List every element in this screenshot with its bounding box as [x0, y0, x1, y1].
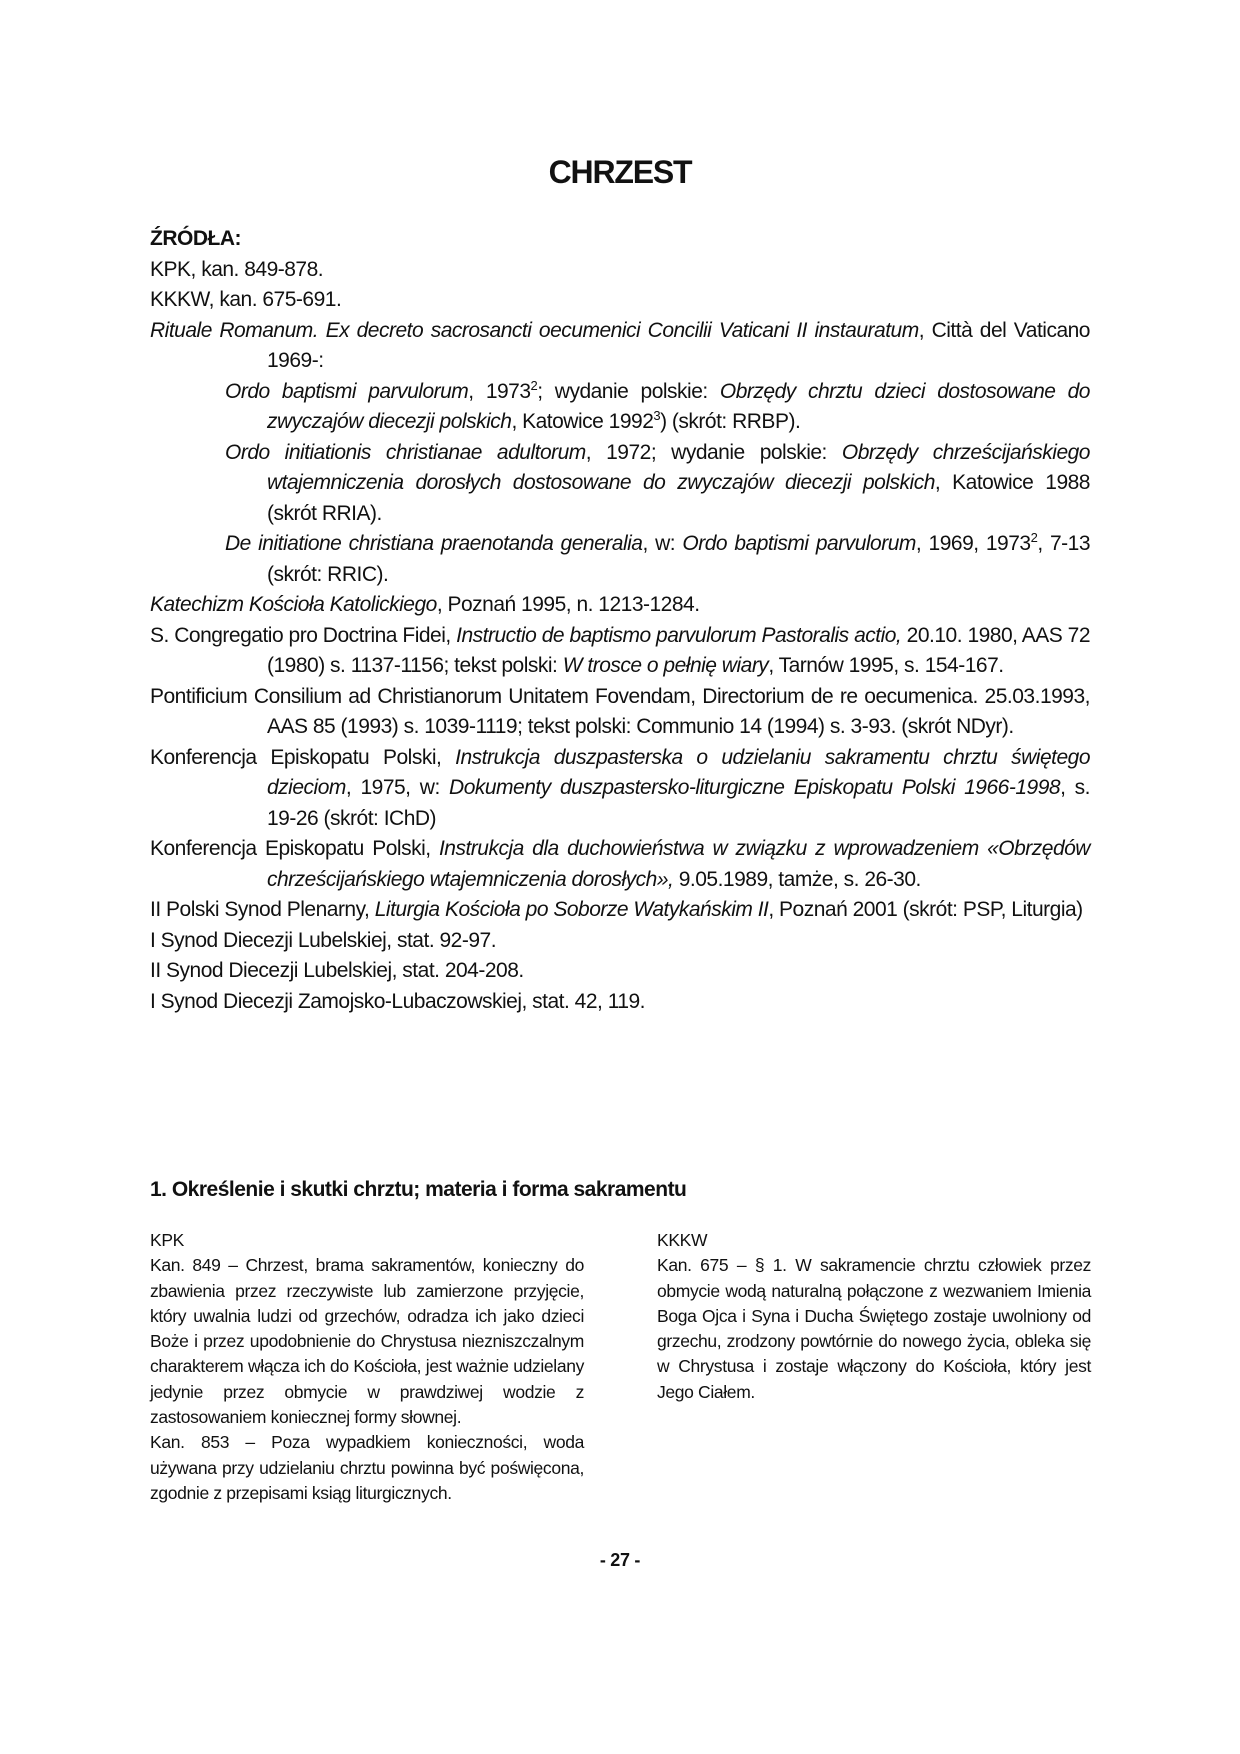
kep2-pre: Konferencja Episkopatu Polski,: [150, 837, 439, 860]
de-init-year: , 1969, 1973: [915, 532, 1031, 555]
source-pontificium: Pontificium Consilium ad Christianorum Unitatem Fovendam, Directorium de re oecumenica. 25.03.1993, AAS 85 (1993) s. 1039-1119; tekst polski: Communio 14 (1994) s. 3-93. (skrót NDyr).: [150, 684, 1090, 738]
kkkw-kan-675: Kan. 675 – § 1. W sakramencie chrztu człowiek przez obmycie wodą naturalną połączone z wezwaniem Imienia Boga Ojca i Syna i Ducha Świętego zostaje uwolniony od grzechu, zrodzony powtórnie do nowego życia, obleka się w Chrystusa i zostaje włączony do Kościoła, który jest Jego Ciałem.: [657, 1255, 1091, 1402]
source-rituale: [150, 316, 1090, 377]
ordo-parv-pl-title: Obrzędy chrztu dzieci dostosowane do zwyczajów diecezji polskich: [267, 379, 1090, 433]
kpk-label: KPK: [150, 1230, 184, 1250]
source-ordo-adultorum: [150, 438, 1090, 530]
ordo-adult-rest: , Katowice 1988 (skrót RRIA).: [267, 471, 1090, 525]
congregatio-mid: 20.10. 1980, AAS 72 (1980) s. 1137-1156; tekst polski:: [267, 623, 1090, 677]
kpk-kan-849: Kan. 849 – Chrzest, brama sakramentów, konieczny do zbawienia przez rzeczywiste lub zamierzone przyjęcie, który uwalnia ludzi od grzechów, odradza ich jako dzieci Boże i przez upodobnienie do Chrystusa niezniszczalnym charakterem włącza ich do Kościoła, jest ważnie udzielany jedynie przez obmycie w prawdziwej wodzie z zastosowaniem koniecznej formy słownej.: [150, 1255, 584, 1428]
de-init-sup: 2: [1030, 530, 1038, 545]
page-title: CHRZEST: [548, 154, 692, 190]
source-de-initiatione: [150, 529, 1090, 590]
ordo-parv-sup: 2: [530, 377, 538, 393]
source-kep-instrukcja-duszpasterska: [150, 743, 1090, 835]
kep2-title: Instrukcja dla duchowieństwa w związku z wprowadzeniem «Obrzędów chrześcijańskiego wtajemniczenia dorosłych»,: [267, 837, 1090, 891]
section-heading: 1. Określenie i skutki chrztu; materia i forma sakramentu: [150, 1178, 687, 1201]
kkkw-label: KKKW: [657, 1230, 708, 1250]
kep1-rest: , s. 19-26 (skrót: IChD): [267, 776, 1090, 830]
de-init-title: De initiatione christiana praenotanda generalia: [225, 532, 643, 555]
ordo-parv-place: , Katowice 1992: [511, 410, 654, 433]
ordo-parv-sup2: 3: [653, 408, 661, 423]
kep1-title: Instrukcja duszpasterska o udzielaniu sakramentu chrztu świętego dzieciom: [267, 745, 1090, 799]
sources-section: [150, 224, 1090, 1017]
kkkw-column: [657, 1228, 1091, 1405]
congregatio-rest: , Tarnów 1995, s. 154-167.: [768, 654, 1004, 677]
source-synod-zamojski: I Synod Diecezji Zamojsko-Lubaczowskiej, stat. 42, 119.: [150, 989, 646, 1013]
document-page: [150, 0, 1090, 1754]
congregatio-pl-title: W trosce o pełnię wiary: [562, 654, 769, 677]
kep2-rest: 9.05.1989, tamże, s. 26-30.: [673, 867, 921, 891]
kep1-mid: , 1975, w:: [345, 776, 450, 799]
sources-heading: ŹRÓDŁA:: [150, 227, 241, 250]
kep1-ref-title: Dokumenty duszpastersko-liturgiczne Episkopatu Polski 1966-1998: [449, 776, 1061, 799]
source-synod-lubelski-1: I Synod Diecezji Lubelskiej, stat. 92-97.: [150, 928, 497, 952]
source-kpk: KPK, kan. 849-878.: [150, 257, 324, 281]
synod-plen-title: Liturgia Kościoła po Soborze Watykańskim II: [374, 898, 769, 921]
ordo-adult-pl-title: Obrzędy chrześcijańskiego wtajemniczenia dorosłych dostosowane do zwyczajów diecezji polskich: [267, 440, 1090, 494]
source-synod-plenarny: [150, 895, 1090, 926]
de-init-rest: , 7-13 (skrót: RRIC).: [267, 532, 1091, 586]
ordo-parv-rest: ) (skrót: RRBP).: [660, 410, 801, 433]
synod-plen-pre: II Polski Synod Plenarny,: [150, 898, 375, 921]
kpk-kan-853: Kan. 853 – Poza wypadkiem konieczności, woda używana przy udzielaniu chrztu powinna być poświęcona, zgodnie z przepisami ksiąg liturgicznych.: [150, 1432, 584, 1503]
katechizm-rest: , Poznań 1995, n. 1213-1284.: [436, 593, 700, 616]
synod-plen-rest: , Poznań 2001 (skrót: PSP, Liturgia): [768, 898, 1083, 921]
de-init-mid: , w:: [642, 532, 683, 555]
congregatio-pre: S. Congregatio pro Doctrina Fidei,: [150, 623, 457, 647]
source-synod-lubelski-2: II Synod Diecezji Lubelskiej, stat. 204-208.: [150, 959, 524, 982]
rituale-rest: , Città del Vaticano 1969-:: [267, 318, 1090, 372]
source-congregatio: [150, 621, 1090, 682]
source-ordo-parvulorum: [150, 377, 1090, 438]
congregatio-title: Instructio de baptismo parvulorum Pastoralis actio,: [456, 623, 902, 647]
ordo-adult-mid: , 1972; wydanie polskie:: [585, 440, 842, 464]
source-katechizm: [150, 590, 1090, 621]
ordo-adult-title: Ordo initiationis christianae adultorum: [225, 440, 586, 464]
ordo-parv-mid: ; wydanie polskie:: [537, 379, 720, 403]
source-kkkw: KKKW, kan. 675-691.: [150, 288, 342, 311]
ordo-parv-year: , 1973: [468, 379, 531, 403]
kep1-pre: Konferencja Episkopatu Polski,: [150, 745, 456, 769]
katechizm-title: Katechizm Kościoła Katolickiego: [150, 593, 437, 616]
de-init-ref-title: Ordo baptismi parvulorum: [682, 532, 916, 555]
source-kep-instrukcja-duchowienstwo: [150, 834, 1090, 895]
kpk-column: [150, 1228, 584, 1506]
page-number: - 27 -: [599, 1550, 641, 1570]
ordo-parv-title: Ordo baptismi parvulorum: [225, 379, 469, 403]
rituale-title: Rituale Romanum. Ex decreto sacrosancti oecumenici Concilii Vaticani II instauratum: [150, 318, 919, 342]
